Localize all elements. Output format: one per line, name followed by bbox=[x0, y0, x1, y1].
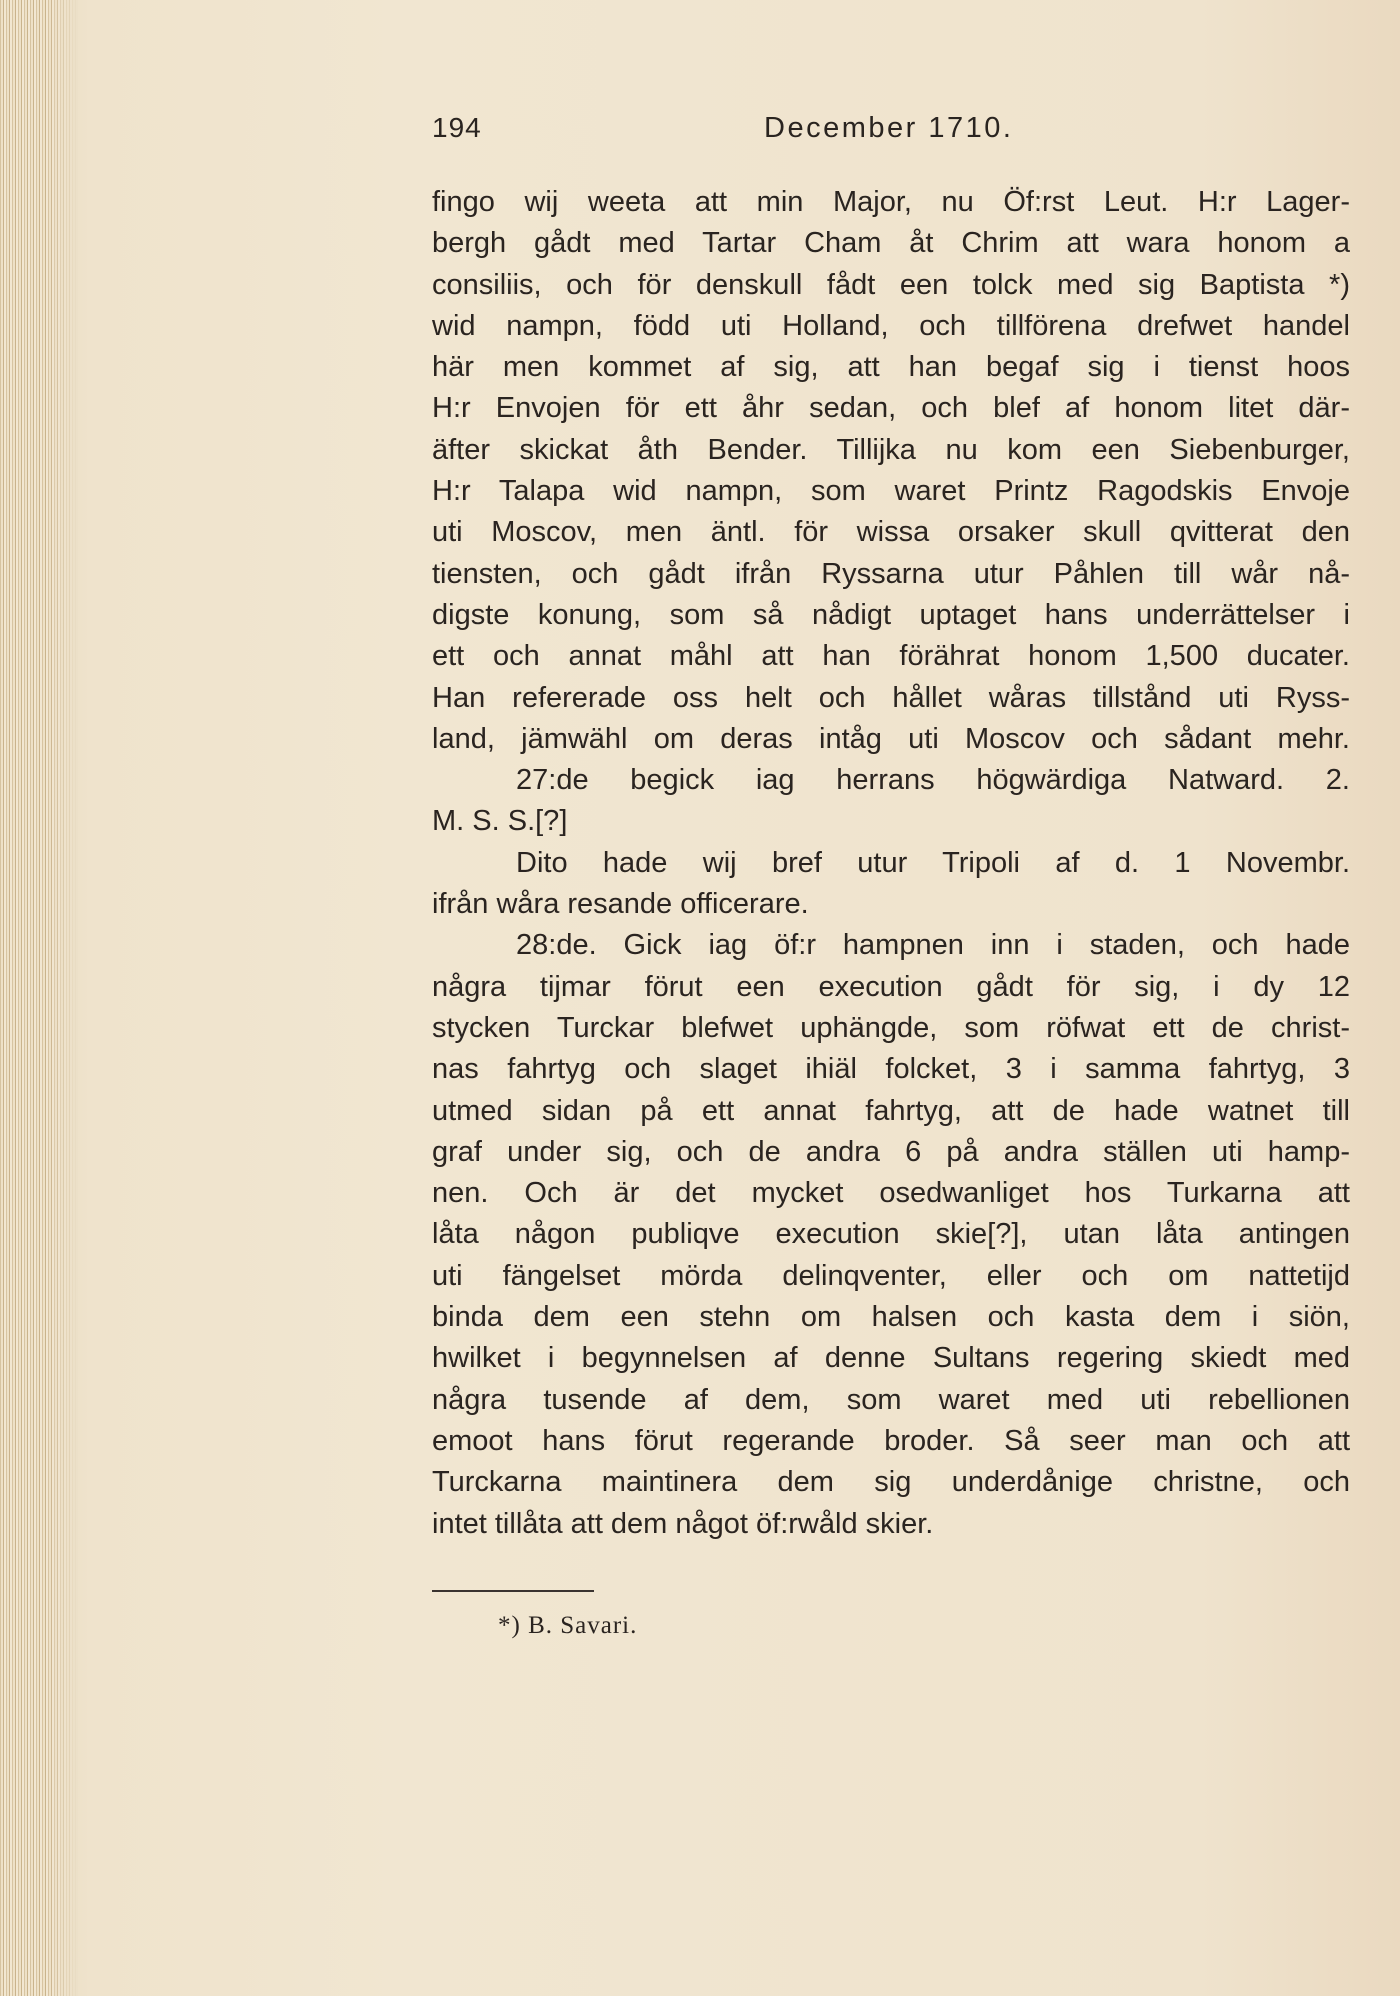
text-line: H:r Envojen för ett åhr sedan, och blef af honom litet där- bbox=[432, 392, 1350, 425]
text-line: här men kommet af sig, att han begaf sig i tienst hoos bbox=[432, 351, 1350, 384]
text-line: digste konung, som så nådigt uptaget hans underrättelser i bbox=[432, 598, 1350, 631]
text-line: land, jämwähl om deras intåg uti Moscov och sådant mehr. bbox=[432, 722, 1350, 755]
text-line: utmed sidan på ett annat fahrtyg, att de hade watnet till bbox=[432, 1094, 1350, 1127]
text-line: nen. Och är det mycket osedwanliget hos Turkarna att bbox=[432, 1177, 1350, 1210]
text-line: wid nampn, född uti Holland, och tillförena drefwet handel bbox=[432, 309, 1350, 342]
footnote-divider bbox=[432, 1590, 594, 1592]
text-line: bergh gådt med Tartar Cham åt Chrim att wara honom a bbox=[432, 227, 1350, 260]
text-line: låta någon publiqve execution skie[?], utan låta antingen bbox=[432, 1218, 1350, 1251]
text-line: ifrån wåra resande officerare. bbox=[432, 888, 809, 921]
text-line: ett och annat måhl att han förährat honom 1,500 ducater. bbox=[432, 640, 1350, 673]
body-text bbox=[432, 182, 1350, 1545]
text-line: tiensten, och gådt ifrån Ryssarna utur Påhlen till wår nå- bbox=[432, 557, 1350, 590]
text-line: Turckarna maintinera dem sig underdånige christne, och bbox=[432, 1466, 1350, 1499]
text-line: uti Moscov, men äntl. för wissa orsaker skull qvitterat den bbox=[432, 516, 1350, 549]
text-line: stycken Turckar blefwet uphängde, som röfwat ett de christ- bbox=[432, 1011, 1350, 1044]
text-line: Han refererade oss helt och hållet wåras tillstånd uti Ryss- bbox=[432, 681, 1350, 714]
text-line: uti fängelset mörda delinqventer, eller och om nattetijd bbox=[432, 1259, 1350, 1292]
text-line: nas fahrtyg och slaget ihiäl folcket, 3 i samma fahrtyg, 3 bbox=[432, 1053, 1350, 1086]
text-line: consiliis, och för denskull fådt een tolck med sig Baptista *) bbox=[432, 268, 1350, 301]
text-line: 27:de begick iag herrans högwärdiga Natward. 2. bbox=[516, 764, 1350, 797]
text-line: M. S. S.[?] bbox=[432, 805, 568, 838]
page-header bbox=[432, 112, 1032, 162]
text-line: några tusende af dem, som waret med uti rebellionen bbox=[432, 1383, 1350, 1416]
text-line: några tijmar förut een execution gådt för sig, i dy 12 bbox=[432, 970, 1350, 1003]
text-line: H:r Talapa wid nampn, som waret Printz Ragodskis Envoje bbox=[432, 475, 1350, 508]
text-line: Dito hade wij bref utur Tripoli af d. 1 Novembr. bbox=[516, 846, 1350, 879]
text-line: intet tillåta att dem något öf:rwåld skier. bbox=[432, 1507, 934, 1540]
footnote: *) B. Savari. bbox=[498, 1612, 638, 1639]
page-number: 194 bbox=[432, 112, 482, 143]
running-head: December 1710. bbox=[764, 112, 1014, 144]
page-edges bbox=[0, 0, 78, 1996]
text-line: graf under sig, och de andra 6 på andra ställen uti hamp- bbox=[432, 1135, 1350, 1168]
text-line: binda dem een stehn om halsen och kasta dem i siön, bbox=[432, 1301, 1350, 1334]
text-line: äfter skickat åth Bender. Tillijka nu kom een Siebenburger, bbox=[432, 433, 1350, 466]
text-line: fingo wij weeta att min Major, nu Öf:rst Leut. H:r Lager- bbox=[432, 186, 1350, 218]
text-line: 28:de. Gick iag öf:r hampnen inn i staden, och hade bbox=[516, 929, 1350, 962]
text-line: emoot hans förut regerande broder. Så seer man och att bbox=[432, 1424, 1350, 1457]
text-line: hwilket i begynnelsen af denne Sultans regering skiedt med bbox=[432, 1342, 1350, 1375]
